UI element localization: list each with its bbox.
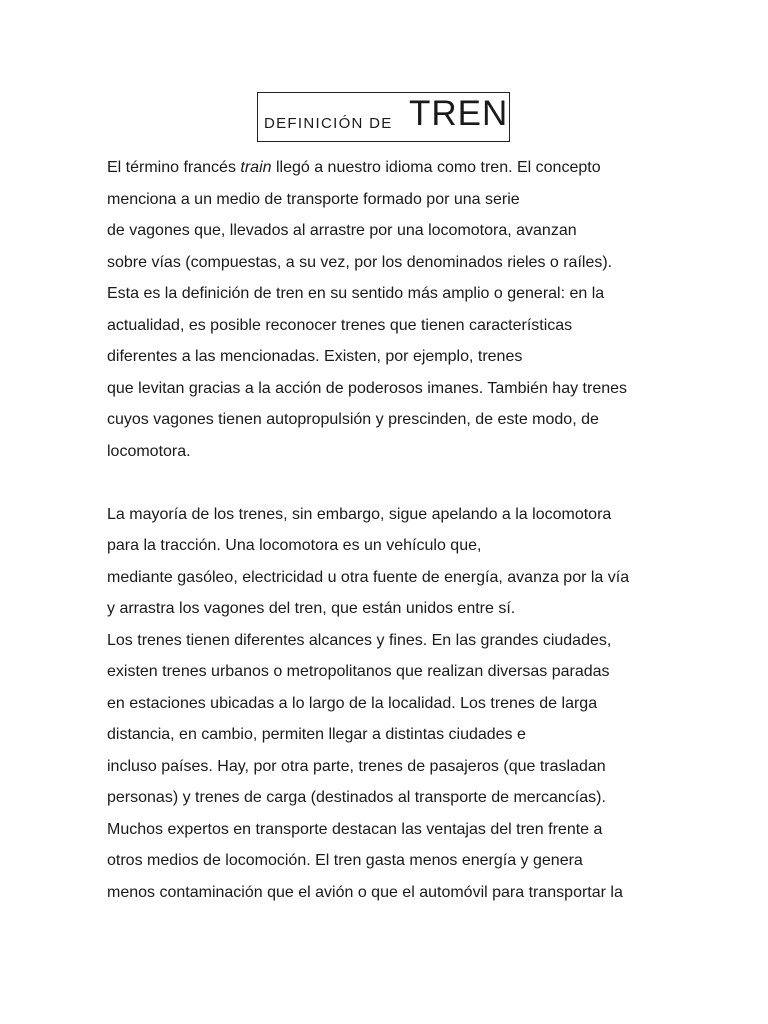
paragraph-line: y arrastra los vagones del tren, que están unidos entre sí. [107, 600, 516, 617]
paragraph-line: que levitan gracias a la acción de poderosos imanes. También hay trenes [107, 379, 628, 397]
italic-term: train [240, 159, 272, 176]
paragraph-line: en estaciones ubicadas a lo largo de la localidad. Los trenes de larga [107, 694, 598, 712]
paragraph-line: incluso países. Hay, por otra parte, trenes de pasajeros (que trasladan [107, 757, 606, 775]
paragraph-line: La mayoría de los trenes, sin embargo, sigue apelando a la locomotora [107, 505, 612, 523]
paragraph-line: diferentes a las mencionadas. Existen, por ejemplo, trenes [107, 348, 523, 365]
title-prefix: DEFINICIÓN DE [264, 115, 393, 132]
paragraph-line: distancia, en cambio, permiten llegar a distintas ciudades e [107, 726, 526, 743]
paragraph-line: menciona a un medio de transporte formado por una serie [107, 190, 520, 208]
text-run: llegó a nuestro idioma como tren. El concepto [271, 159, 601, 176]
paragraph-line: actualidad, es posible reconocer trenes que tienen características [107, 316, 573, 334]
document-title [257, 92, 510, 142]
paragraph-line: de vagones que, llevados al arrastre por una locomotora, avanzan [107, 222, 577, 239]
paragraph-line: cuyos vagones tienen autopropulsión y prescinden, de este modo, de [107, 411, 599, 428]
document-body [107, 152, 687, 908]
paragraph-line: menos contaminación que el avión o que el automóvil para transportar la [107, 883, 623, 901]
paragraph-line: personas) y trenes de carga (destinados al transporte de mercancías). [107, 789, 606, 806]
paragraph-line: Muchos expertos en transporte destacan las ventajas del tren frente a [107, 820, 603, 838]
paragraph-line: Esta es la definición de tren en su sentido más amplio o general: en la [107, 285, 605, 302]
paragraph-2 [107, 499, 687, 909]
paragraph-line: mediante gasóleo, electricidad u otra fuente de energía, avanza por la vía [107, 568, 630, 586]
paragraph-1 [107, 152, 687, 467]
paragraph-line: sobre vías (compuestas, a su vez, por los denominados rieles o raíles). [107, 253, 613, 271]
paragraph-line: existen trenes urbanos o metropolitanos que realizan diversas paradas [107, 663, 610, 680]
paragraph-line: Los trenes tienen diferentes alcances y fines. En las grandes ciudades, [107, 631, 612, 649]
paragraph-line: otros medios de locomoción. El tren gasta menos energía y genera [107, 852, 583, 869]
text-run: El término francés [107, 159, 241, 176]
paragraph-line: locomotora. [107, 442, 191, 460]
title-word: TREN [409, 94, 509, 133]
paragraph-line [107, 152, 687, 184]
paragraph-gap [107, 467, 687, 499]
paragraph-line: para la tracción. Una locomotora es un vehículo que, [107, 537, 482, 554]
